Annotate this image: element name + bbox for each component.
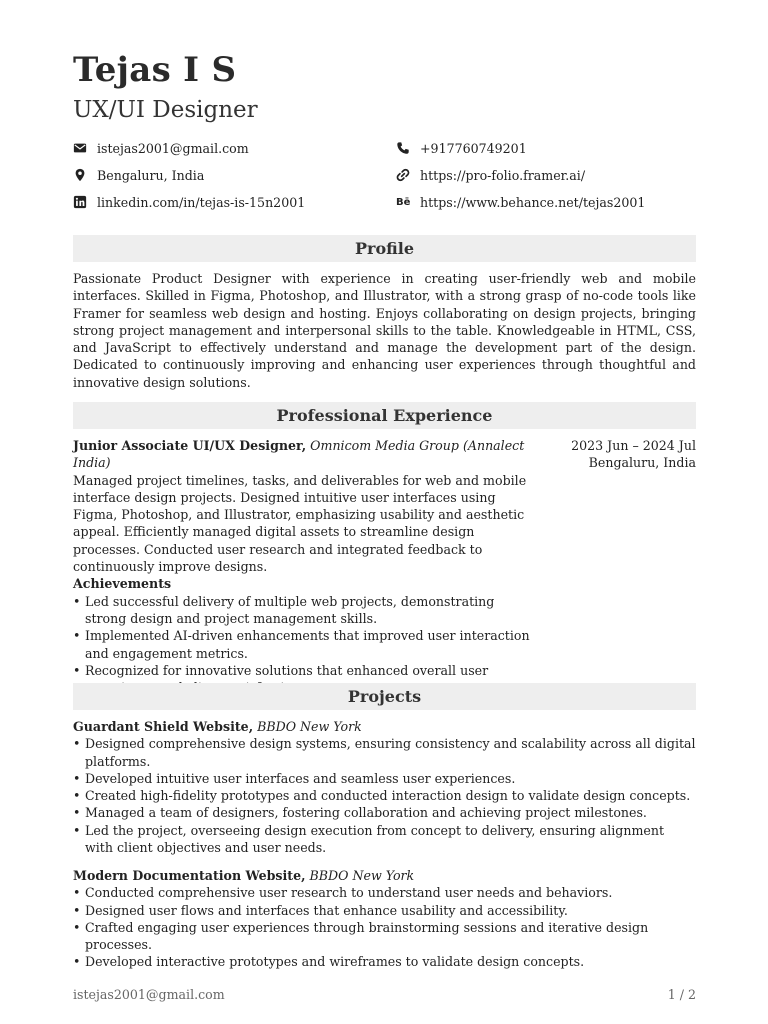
contact-linkedin[interactable]	[73, 192, 305, 212]
list-item: • Developed intuitive user interfaces and seamless user experiences.	[73, 770, 696, 787]
page-footer	[73, 987, 696, 1002]
contact-portfolio[interactable]	[396, 165, 585, 185]
email-text: istejas2001@gmail.com	[97, 140, 249, 156]
linkedin-icon	[73, 195, 87, 209]
contact-behance[interactable]	[396, 192, 645, 212]
mail-icon	[73, 141, 87, 155]
project-bullets	[73, 884, 696, 970]
phone-text: +917760749201	[420, 140, 527, 156]
portfolio-link[interactable]: https://pro-folio.framer.ai/	[420, 167, 586, 183]
project-client: BBDO New York	[309, 868, 415, 883]
candidate-name: Tejas I S	[73, 50, 237, 90]
project-bullets	[73, 735, 696, 856]
page-number: 1 / 2	[667, 987, 696, 1002]
list-item: • Led the project, overseeing design execution from concept to delivery, ensuring alignment with client objectives and user needs.	[73, 822, 696, 857]
experience-heading: Professional Experience	[73, 402, 696, 429]
project-entry	[73, 718, 696, 856]
link-icon	[396, 168, 410, 182]
project-client: BBDO New York	[257, 719, 362, 734]
projects-heading: Projects	[73, 683, 696, 710]
list-item: • Created high-fidelity prototypes and conducted interaction design to validate design concepts.	[73, 787, 696, 804]
list-item: • Designed comprehensive design systems, ensuring consistency and scalability across all digital platforms.	[73, 735, 696, 770]
contact-email[interactable]	[73, 138, 249, 158]
contact-phone[interactable]	[396, 138, 527, 158]
experience-description: Managed project timelines, tasks, and deliverables for web and mobile interface design projects. Designed intuitive user interfaces using Figma, Photoshop, and Illustrator, emphasizing usability and aesthetic appeal. Efficiently managed digital assets to streamline design processes. Conducted user research and integrated feedback to continuously improve designs.	[73, 472, 527, 575]
job-title: UX/UI Designer	[73, 97, 258, 123]
list-item: • Crafted engaging user experiences through brainstorming sessions and iterative design processes.	[73, 919, 696, 954]
list-item: • Conducted comprehensive user research to understand user needs and behaviors.	[73, 884, 696, 901]
profile-heading: Profile	[73, 235, 696, 262]
profile-summary: Passionate Product Designer with experience in creating user-friendly web and mobile interfaces. Skilled in Figma, Photoshop, and Illustrator, with a strong grasp of no-code tools like Framer for seamless web design and hosting. Enjoys collaborating on design projects, bringing strong project management and interpersonal skills to the table. Knowledgeable in HTML, CSS, and JavaScript to effectively understand and manage the development part of the design. Dedicated to continuously improving and enhancing user experiences through thoughtful and innovative design solutions.	[73, 271, 696, 390]
phone-icon	[396, 141, 410, 155]
location-text: Bengaluru, India	[97, 167, 205, 183]
list-item: • Managed a team of designers, fostering collaboration and achieving project milestones.	[73, 804, 696, 821]
experience-dates: 2023 Jun – 2024 Jul	[571, 438, 696, 453]
experience-title-line	[73, 437, 538, 472]
behance-link[interactable]: https://www.behance.net/tejas2001	[420, 194, 646, 210]
list-item: • Developed interactive prototypes and wireframes to validate design concepts.	[73, 953, 696, 970]
linkedin-link[interactable]: linkedin.com/in/tejas-is-15n2001	[97, 194, 306, 210]
experience-company: Omnicom Media Group (Annalect India)	[73, 438, 525, 471]
location-pin-icon	[73, 168, 87, 182]
project-name: Modern Documentation Website,	[73, 868, 306, 883]
project-name: Guardant Shield Website,	[73, 719, 254, 734]
list-item: • Designed user flows and interfaces that enhance usability and accessibility.	[73, 902, 696, 919]
list-item: • Implemented AI-driven enhancements that improved user interaction and engagement metrics.	[73, 627, 538, 662]
project-entry	[73, 867, 696, 971]
achievements-list	[73, 593, 538, 697]
behance-icon: Bē	[396, 196, 411, 208]
footer-email: istejas2001@gmail.com	[73, 987, 225, 1002]
achievements-label: Achievements	[73, 576, 172, 592]
list-item: • Recognized for innovative solutions that enhanced overall user	[73, 662, 538, 697]
experience-role: Junior Associate UI/UX Designer,	[73, 438, 307, 453]
contact-location	[73, 165, 204, 185]
list-item: • Led successful delivery of multiple web projects, demonstrating strong design and project management skills.	[73, 593, 538, 628]
experience-location: Bengaluru, India	[588, 455, 696, 471]
experience-entry	[73, 437, 696, 696]
